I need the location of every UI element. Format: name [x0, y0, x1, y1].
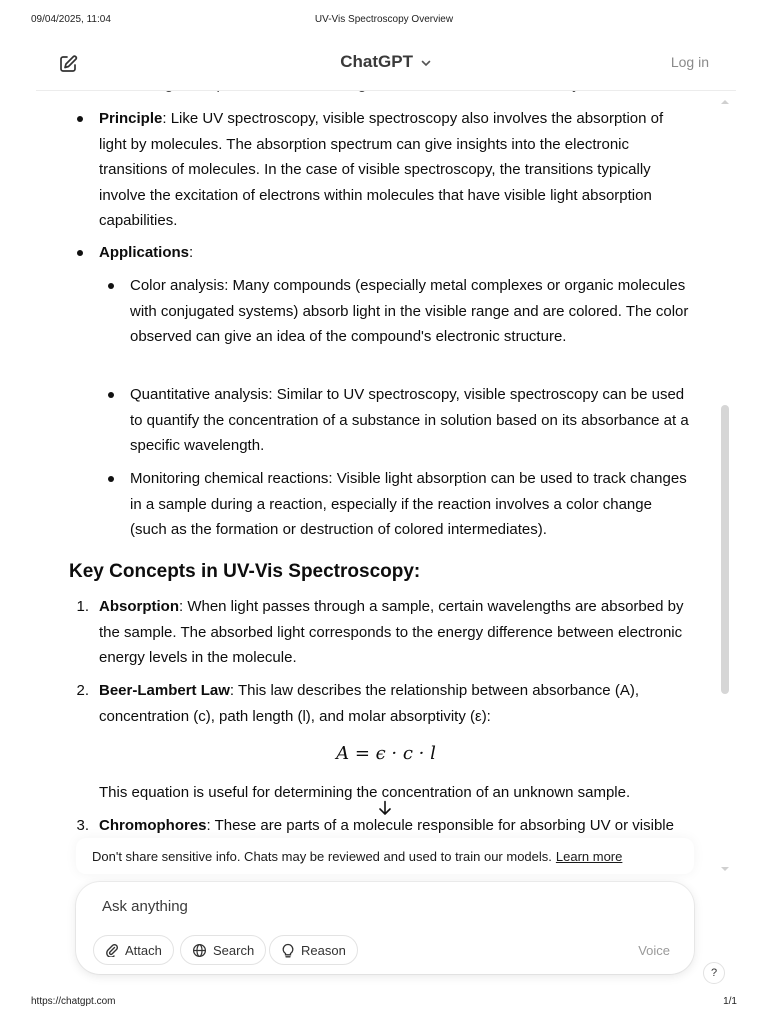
principle-label: Principle	[99, 110, 163, 127]
concept-item	[99, 678, 689, 729]
application-item: Quantitative analysis: Similar to UV spectroscopy, visible spectroscopy can be used to quantify the concentration of a substance in solution based on its absorbance at a specific wavelength.	[130, 386, 689, 454]
search-label: Search	[213, 942, 255, 958]
globe-icon	[192, 943, 207, 958]
applications-item: Applications:	[99, 244, 194, 261]
arrow-down-icon	[378, 800, 392, 816]
search-button[interactable]	[180, 935, 266, 965]
bullet-icon	[108, 392, 114, 398]
chat-message	[36, 76, 696, 846]
principle-text: : Like UV spectroscopy, visible spectroscopy also involves the absorption of light by molecules. The absorption spectrum can give insights into the electronic transitions of molecules. In the case of visible spectroscopy, the transitions typically involve the excitation of electrons within molecules that have visible light absorption capabilities.	[99, 110, 664, 229]
model-name[interactable]: ChatGPT	[340, 52, 413, 71]
principle-item	[99, 106, 689, 234]
bullet-icon	[77, 116, 83, 122]
list-number: 3.	[76, 817, 89, 834]
lightbulb-icon	[281, 943, 295, 958]
concept-label: Chromophores	[99, 817, 207, 834]
applications-label: Applications	[99, 244, 190, 261]
help-button[interactable]: ?	[703, 962, 725, 984]
concept-text: : These are parts of a molecule responsible for absorbing UV or visible	[206, 817, 674, 834]
print-page-number: 1/1	[723, 996, 737, 1007]
list-number: 1.	[76, 598, 89, 615]
print-url: https://chatgpt.com	[31, 996, 116, 1007]
bullet-icon	[77, 250, 83, 256]
print-doc-title: UV-Vis Spectroscopy Overview	[314, 14, 454, 25]
application-item: Color analysis: Many compounds (especially metal complexes or organic molecules with conjugated systems) absorb light in the visible range and are colored. The color observed can give an idea of the compound's electronic structure.	[130, 277, 689, 345]
scroll-up-arrow[interactable]	[721, 100, 729, 104]
reason-label: Reason	[301, 942, 346, 958]
prompt-input[interactable]: Ask anything	[102, 898, 188, 915]
concept-label: Absorption	[99, 598, 179, 615]
section-heading: Key Concepts in UV-Vis Spectroscopy:	[69, 561, 421, 582]
chevron-down-icon	[420, 57, 432, 69]
formula: A = ϵ · c · l	[336, 743, 436, 764]
top-bar	[36, 38, 736, 91]
concept-label: Beer-Lambert Law	[99, 682, 230, 699]
disclaimer-text: Don't share sensitive info. Chats may be reviewed and used to train our models.	[92, 848, 552, 864]
concept-item	[99, 594, 689, 671]
scroll-to-bottom-button[interactable]	[375, 798, 395, 818]
model-selector[interactable]	[36, 52, 736, 72]
list-number: 2.	[76, 682, 89, 699]
disclaimer-banner	[76, 838, 694, 874]
formula-note: This equation is useful for determining the concentration of an unknown sample.	[99, 784, 631, 801]
concept-text: : This law describes the relationship between absorbance (A), concentration (c), path length (l), and molar absorptivity (ε):	[99, 682, 639, 725]
learn-more-link[interactable]: Learn more	[555, 848, 623, 864]
login-button[interactable]: Log in	[670, 54, 709, 70]
print-datetime: 09/04/2025, 11:04	[31, 14, 111, 25]
reason-button[interactable]	[269, 935, 358, 965]
attach-button[interactable]	[93, 935, 174, 965]
bullet-icon	[108, 283, 114, 289]
concept-text: : When light passes through a sample, certain wavelengths are absorbed by the sample. The absorbed light corresponds to the energy difference between electronic energy levels in the molecule.	[99, 598, 684, 666]
scroll-down-arrow[interactable]	[721, 867, 729, 871]
scrollbar-thumb[interactable]	[721, 405, 729, 694]
composer	[76, 882, 694, 974]
voice-button[interactable]: Voice	[638, 943, 670, 958]
application-item: Monitoring chemical reactions: Visible light absorption can be used to track changes in a sample during a reaction, especially if the reaction involves a color change (such as the formation or destruction of colored intermediates).	[130, 470, 687, 538]
bullet-icon	[108, 476, 114, 482]
attach-label: Attach	[125, 942, 162, 958]
paperclip-icon	[105, 943, 119, 957]
